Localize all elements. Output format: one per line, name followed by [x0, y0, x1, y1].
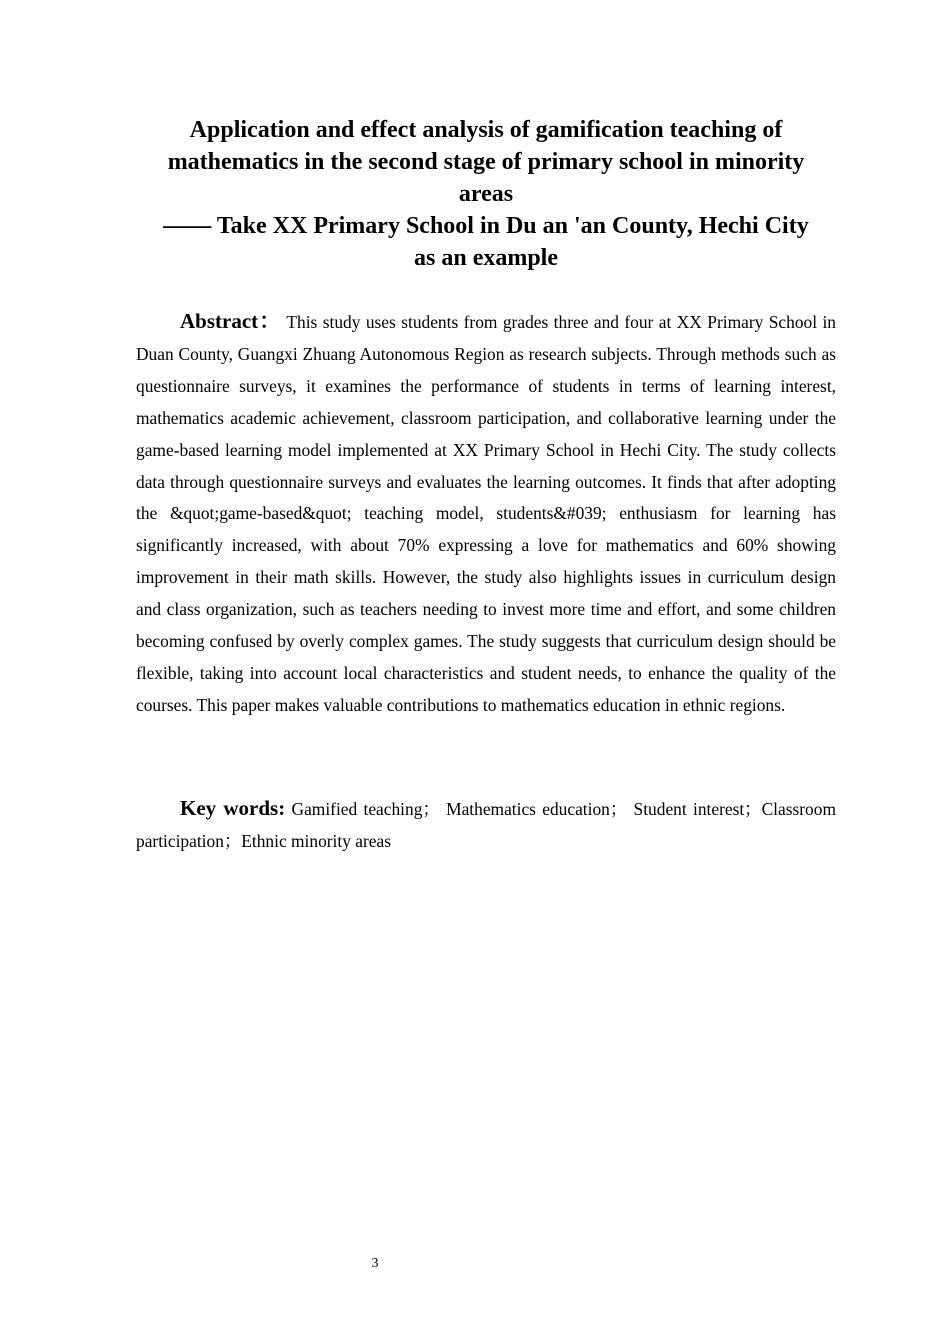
keywords-label: Key words:: [180, 796, 286, 820]
abstract-text: This study uses students from grades three and four at XX Primary School in Duan County, Guangxi Zhuang Autonomous Region as research subjects. Through methods such as questionnaire surveys, it examines the performance of students in terms of learning interest, mathematics academic achievement, classroom participation, and collaborative learning under the game-based learning model implemented at XX Primary School in Hechi City. The study collects data through questionnaire surveys and evaluates the learning outcomes. It finds that after adopting the &quot;game-based&quot; teaching model, students&#039; enthusiasm for learning has significantly increased, with about 70% expressing a love for mathematics and 60% showing improvement in their math skills. However, the study also highlights issues in curriculum design and class organization, such as teachers needing to invest more time and effort, and some children becoming confused by overly complex games. The study suggests that curriculum design should be flexible, taking into account local characteristics and student needs, to enhance the quality of the courses. This paper makes valuable contributions to mathematics education in ethnic regions.: [136, 312, 836, 715]
keywords-text: Gamified teaching； Mathematics education； Student interest；Classroom participation；Ethnic minority areas: [136, 799, 836, 851]
subtitle-line-2: as an example: [414, 245, 558, 271]
title-line-3: areas: [458, 181, 514, 207]
keywords-paragraph: [136, 792, 836, 857]
abstract-paragraph: [136, 306, 836, 722]
title-line-2: mathematics in the second stage of primary school in minority: [167, 149, 805, 175]
paper-title: [136, 114, 836, 274]
title-line-1: Application and effect analysis of gamification teaching of: [189, 117, 783, 143]
subtitle-line-1: —— Take XX Primary School in Du an 'an County, Hechi City: [163, 213, 809, 239]
page-number: 3: [371, 1256, 379, 1271]
abstract-label: Abstract：: [180, 309, 282, 333]
